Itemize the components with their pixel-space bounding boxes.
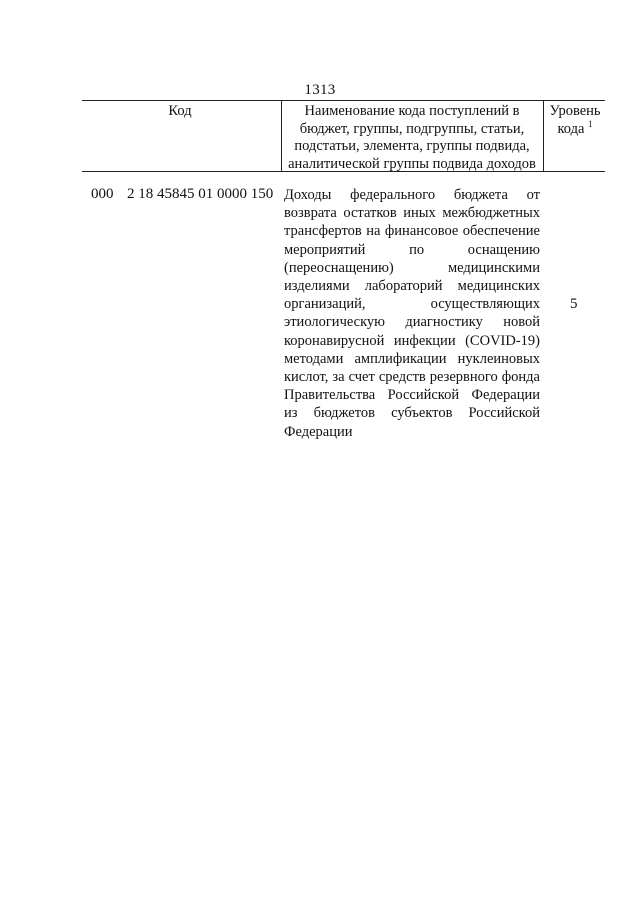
row-name-line: этиологическую диагностику новой [284,314,540,331]
row-name-line: из бюджетов субъектов Российской [284,405,540,422]
header-name-line: Наименование кода поступлений в [304,103,520,119]
header-level-line [545,118,605,139]
row-revenue-code: 2 18 45845 01 0000 150 [127,186,274,202]
row-name-line: трансфертов на финансовое обеспечение [284,223,540,240]
header-name-line: аналитической группы подвида доходов [288,155,536,172]
header-level [545,103,605,138]
header-name-line: бюджет, группы, подгруппы, статьи, [299,120,525,137]
row-name-line: Правительства Российской Федерации [284,387,540,404]
row-name-line: Доходы федерального бюджета от [284,187,540,203]
table-header [82,100,605,172]
header-level-line: Уровень [549,103,601,119]
row-name-line: коронавирусной инфекции (COVID-19) [284,332,540,349]
header-code: Код [168,103,192,119]
row-name-line: методами амплификации нуклеиновых [284,350,540,367]
column-divider [543,101,544,171]
footnote-marker: 1 [588,118,593,129]
row-name-line: возврата остатков иных межбюджетных [284,205,540,222]
row-name-line: организаций, осуществляющих [284,296,540,313]
header-name-line: подстатьи, элемента, группы подвида, [294,138,530,154]
row-name-line: мероприятий по оснащению [284,241,540,258]
row-name-line: (переоснащению) медицинскими [284,259,540,276]
page-number: 1313 [304,82,336,98]
row-name-line: кислот, за счет средств резервного фонда [284,369,540,386]
row-name-line: Федерации [284,423,353,440]
row-name-line: изделиями лабораторий медицинских [284,278,540,295]
header-level-word: кода [557,120,585,137]
row-admin-code: 000 [91,186,114,202]
row-revenue-name [284,186,540,441]
row-code-level: 5 [570,296,578,312]
header-name [281,103,543,173]
